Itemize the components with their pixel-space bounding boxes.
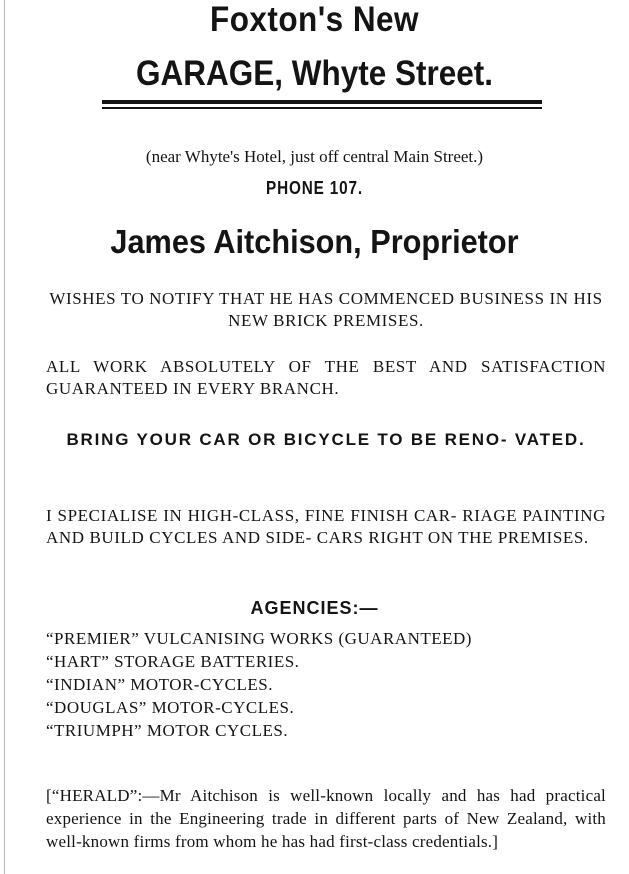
agency-item-triumph: “TRIUMPH” MOTOR CYCLES. (46, 721, 289, 740)
herald-editorial-note: [“HERALD”:—Mr Aitchison is well-known locally and has had practical experience in the Engineering trade in different parts of New Zealand, with well-known firms from whom he has had first-class credentials.] (46, 786, 606, 851)
announcement-guarantee: ALL WORK ABSOLUTELY OF THE BEST AND SATISFACTION GUARANTEED IN EVERY BRANCH. (46, 357, 606, 398)
announcement-renovation: BRING YOUR CAR OR BICYCLE TO BE RENO- VATED. (66, 430, 586, 449)
agencies-heading: AGENCIES:— (250, 598, 379, 618)
agency-item-hart: “HART” STORAGE BATTERIES. (46, 652, 300, 671)
announcement-commenced: WISHES TO NOTIFY THAT HE HAS COMMENCED BUSINESS IN HIS NEW BRICK PREMISES. (49, 289, 603, 330)
double-rule-thin (102, 107, 542, 109)
agencies-list (46, 627, 626, 742)
proprietor-name: James Aitchison, Proprietor (110, 223, 519, 260)
double-rule-thick (102, 100, 542, 104)
agency-item-premier: “PREMIER” VULCANISING WORKS (GUARANTEED) (46, 629, 472, 648)
phone-number: PHONE 107. (266, 178, 363, 198)
headline-address: GARAGE, Whyte Street. (135, 54, 494, 93)
headline-business-name: Foxton's New (210, 0, 419, 39)
agency-item-douglas: “DOUGLAS” MOTOR-CYCLES. (46, 698, 295, 717)
announcement-specialties: I SPECIALISE IN HIGH-CLASS, FINE FINISH CAR- RIAGE PAINTING AND BUILD CYCLES AND SIDE- CARS RIGHT ON THE PREMISES. (46, 506, 606, 547)
location-note: (near Whyte's Hotel, just off central Main Street.) (145, 147, 484, 166)
agency-item-indian: “INDIAN” MOTOR-CYCLES. (46, 675, 273, 694)
